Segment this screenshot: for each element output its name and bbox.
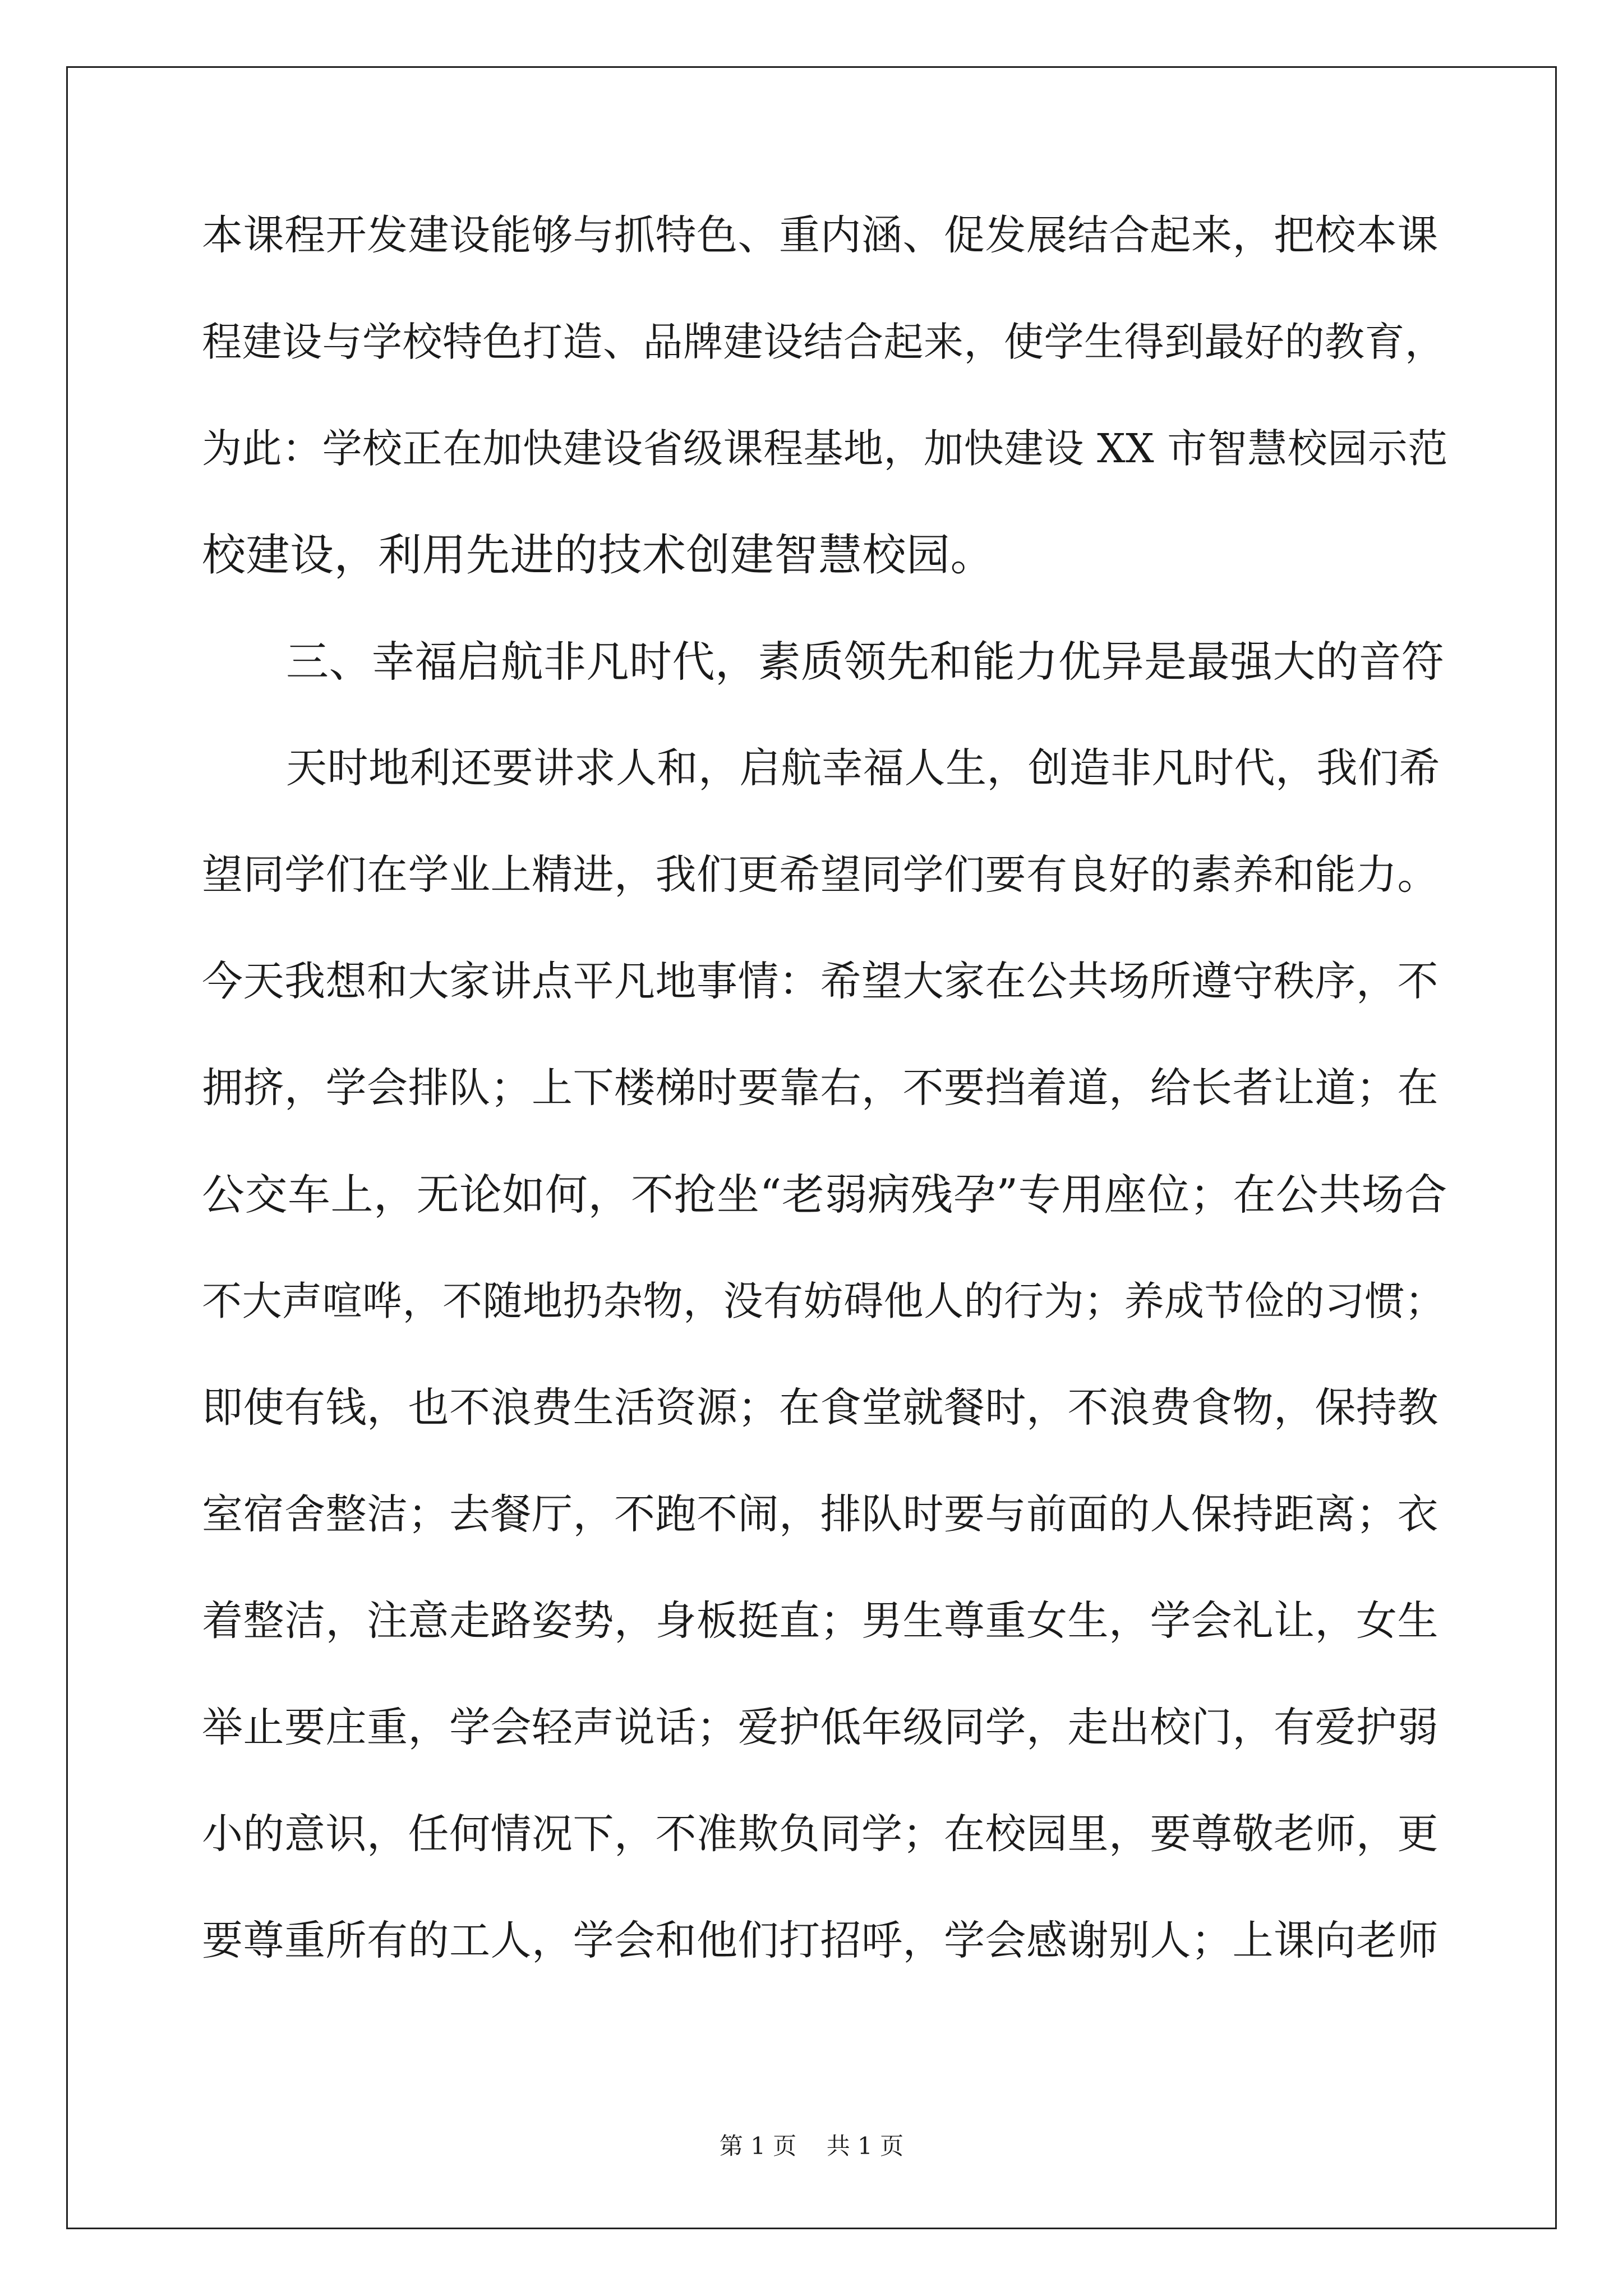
page-number-footer: 第 1 页 共 1 页 [719,2132,904,2160]
paragraph-1-line-4: 校建设，利用先进的技术创建智慧校园。 [202,530,995,581]
paragraph-1-line-2: 程建设与学校特色打造、品牌建设结合起来，使学生得到最好的教育， [202,319,1445,365]
paragraph-3-line-2: 望同学们在学业上精进，我们更希望同学们要有良好的素养和能力。 [202,851,1438,899]
page-frame [66,66,1557,2229]
paragraph-3-line-3: 今天我想和大家讲点平凡地事情：希望大家在公共场所遵守秩序，不 [202,958,1438,1005]
paragraph-3-line-9: 着整洁，注意走路姿势，身板挺直；男生尊重女生，学会礼让，女生 [202,1597,1438,1645]
paragraph-3-line-11: 小的意识，任何情况下，不准欺负同学；在校园里，要尊敬老师，更 [202,1810,1438,1858]
paragraph-3-line-7: 即使有钱，也不浪费生活资源；在食堂就餐时，不浪费食物，保持教 [202,1384,1438,1432]
paragraph-3-line-8: 室宿舍整洁；去餐厅，不跑不闹，排队时要与前面的人保持距离；衣 [202,1490,1438,1538]
section-heading: 三、幸福启航非凡时代，素质领先和能力优异是最强大的音符 [286,637,1445,687]
paragraph-3-line-12: 要尊重所有的工人，学会和他们打招呼，学会感谢别人；上课向老师 [202,1917,1438,1964]
paragraph-1-line-3: 为此：学校正在加快建设省级课程基地，加快建设 XX 市智慧校园示范 [202,425,1448,472]
paragraph-3-line-1: 天时地利还要讲求人和，启航幸福人生，创造非凡时代，我们希 [286,744,1440,792]
paragraph-1-line-1: 本课程开发建设能够与抓特色、重内涵、促发展结合起来，把校本课 [202,211,1438,259]
paragraph-3-line-4: 拥挤，学会排队；上下楼梯时要靠右，不要挡着道，给长者让道；在 [202,1064,1438,1112]
paragraph-3-line-10: 举止要庄重，学会轻声说话；爱护低年级同学，走出校门，有爱护弱 [202,1704,1438,1751]
paragraph-3-line-5: 公交车上，无论如何，不抢坐“老弱病残孕”专用座位；在公共场合 [202,1170,1447,1220]
paragraph-3-line-6: 不大声喧哗，不随地扔杂物，没有妨碍他人的行为；养成节俭的习惯； [202,1278,1445,1324]
